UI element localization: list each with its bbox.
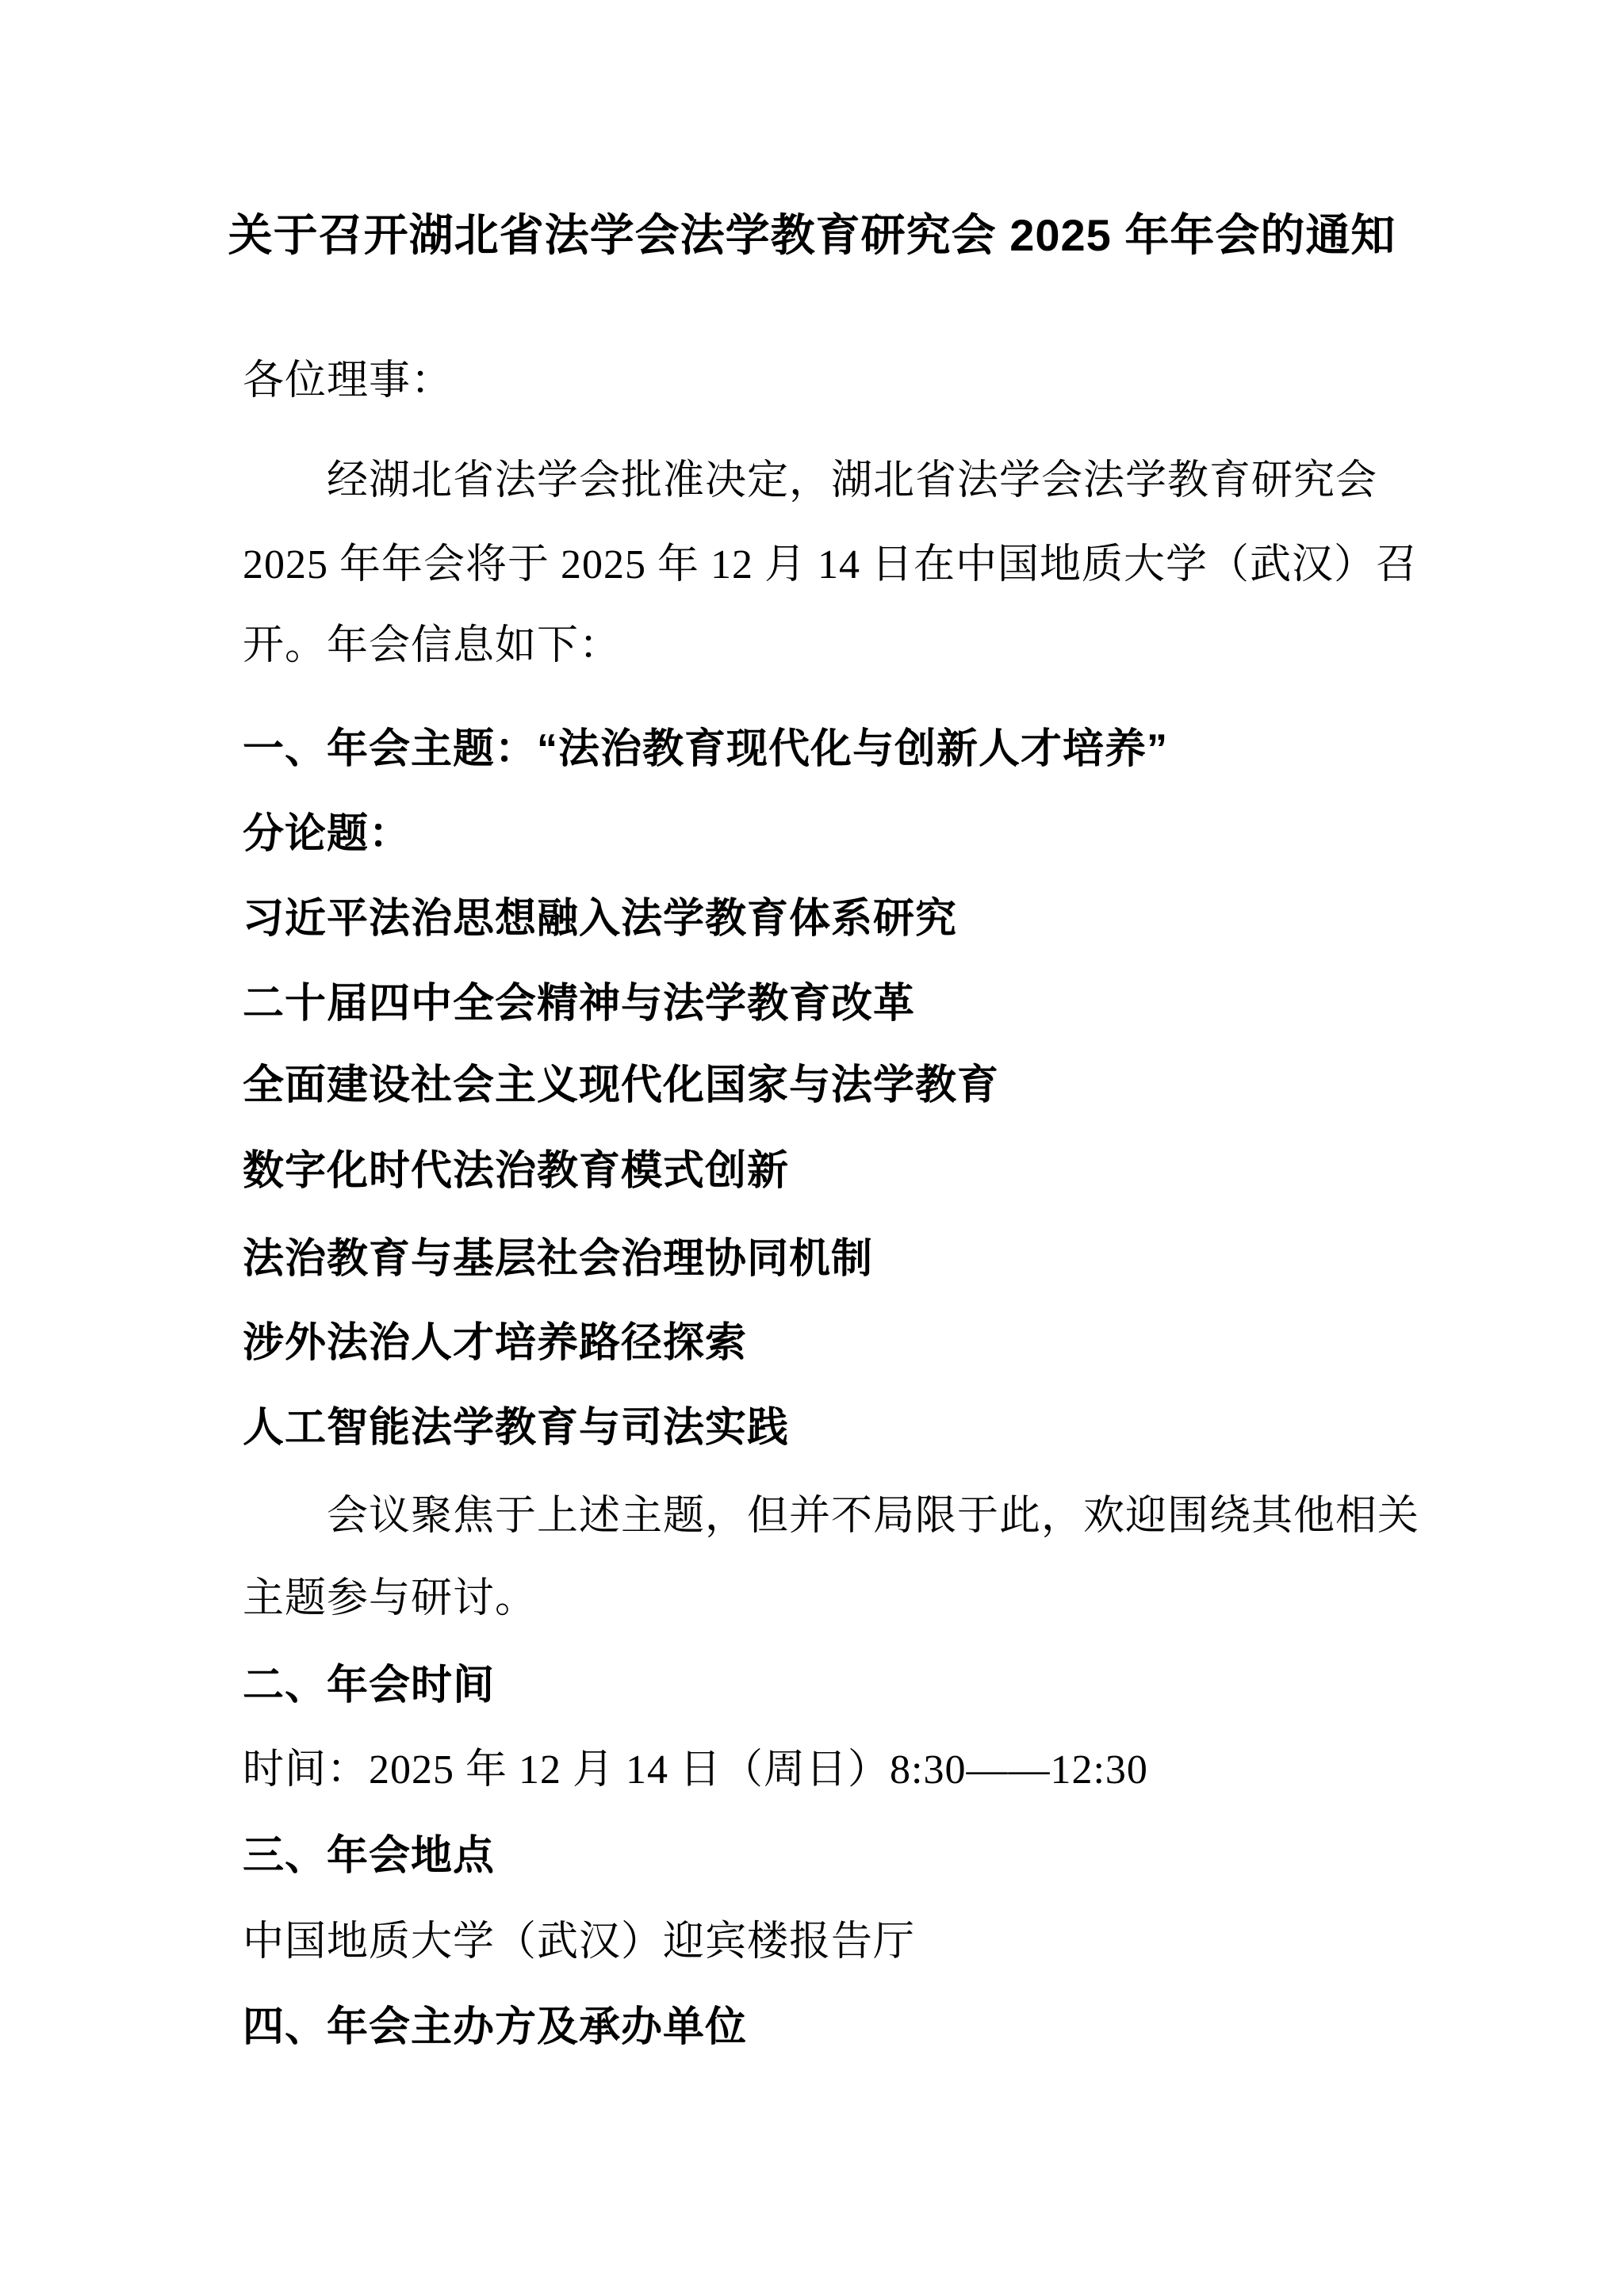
subtopics-label: 分论题： [243, 811, 412, 857]
subtopic-2: 二十届四中全会精神与法学教育改革 [243, 981, 916, 1027]
section-heading-time: 二、年会时间 [243, 1663, 496, 1709]
subtopic-4: 数字化时代法治教育模式创新 [243, 1148, 790, 1194]
subtopic-1: 习近平法治思想融入法学教育体系研究 [243, 896, 958, 942]
venue-detail: 中国地质大学（武汉）迎宾楼报告厅 [243, 1919, 916, 1965]
subtopic-3: 全面建设社会主义现代化国家与法学教育 [243, 1062, 1000, 1108]
subtopic-6: 涉外法治人才培养路径探索 [243, 1320, 748, 1366]
salutation: 各位理事： [243, 358, 454, 404]
scope-paragraph-line-2: 主题参与研讨。 [243, 1576, 538, 1621]
section-heading-theme: 一、年会主题：“法治教育现代化与创新人才培养” [243, 726, 1169, 772]
document-title: 关于召开湖北省法学会法学教育研究会 2025 年年会的通知 [228, 210, 1396, 260]
subtopic-7: 人工智能法学教育与司法实践 [243, 1405, 790, 1451]
intro-paragraph-line-3: 开。年会信息如下： [243, 623, 622, 668]
time-detail: 时间：2025 年 12 月 14 日（周日）8:30——12:30 [243, 1747, 1148, 1793]
section-heading-organizer: 四、年会主办方及承办单位 [243, 2004, 748, 2050]
subtopic-5: 法治教育与基层社会治理协同机制 [243, 1236, 874, 1282]
section-heading-venue: 三、年会地点 [243, 1833, 496, 1879]
intro-paragraph-line-1: 经湖北省法学会批准决定，湖北省法学会法学教育研究会 [327, 458, 1378, 503]
scope-paragraph-line-1: 会议聚焦于上述主题，但并不局限于此，欢迎围绕其他相关 [327, 1494, 1420, 1539]
intro-paragraph-line-2: 2025 年年会将于 2025 年 12 月 14 日在中国地质大学（武汉）召 [243, 542, 1419, 587]
